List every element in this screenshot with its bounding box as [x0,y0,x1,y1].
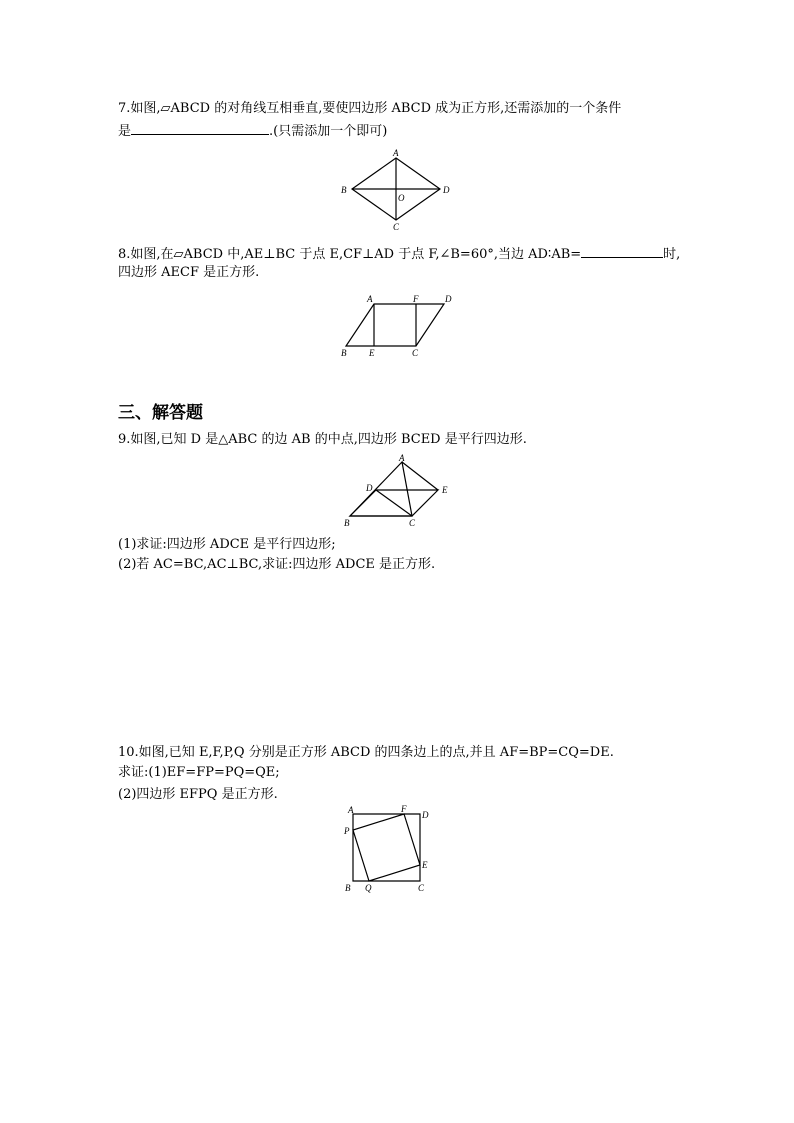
q10-label-f: F [401,804,407,814]
q9-stem: 9.如图,已知 D 是△ABC 的边 AB 的中点,四边形 BCED 是平行四边形. [118,432,527,447]
q9-triangle-abc [350,462,412,516]
q7-line2-prefix: 是 [118,124,132,139]
q9-label-b: B [344,518,350,528]
q9-triangle-figure [338,452,458,532]
q9-segment-dc [376,490,412,516]
q7-label-c: C [393,222,400,232]
q8-line1-suffix: 时, [663,247,681,262]
q9-segment-ae [402,462,438,490]
q7-label-a: A [393,148,399,158]
q9-part2: (2)若 AC=BC,AC⊥BC,求证:四边形 ADCE 是正方形. [118,557,436,572]
q7-answer-blank[interactable] [131,120,269,135]
q8-label-a: A [367,294,373,304]
q8-label-b: B [341,348,347,358]
q9-label-d: D [366,483,373,493]
q10-part2: (2)四边形 EFPQ 是正方形. [118,787,278,802]
q10-label-p: P [344,826,350,836]
q10-label-q: Q [365,883,372,893]
q8-label-e: E [369,348,375,358]
q10-square-abcd [353,814,420,881]
q8-label-f: F [413,294,419,304]
q7-label-o: O [398,193,405,203]
q7-label-b: B [341,185,347,195]
q7-line2-suffix: .(只需添加一个即可) [269,124,388,139]
q9-label-e: E [442,485,448,495]
q8-line1-prefix: 8.如图,在▱ABCD 中,AE⊥BC 于点 E,CF⊥AD 于点 F,∠B=60°,当边 AD∶AB= [118,247,582,262]
q9-label-a: A [399,453,405,463]
q9-label-c: C [409,518,416,528]
q10-stem: 10.如图,已知 E,F,P,Q 分别是正方形 ABCD 的四条边上的点,并且 AF=BP=CQ=DE. [118,745,614,760]
q7-line2 [118,120,387,141]
q10-square-figure [338,804,438,896]
q10-part1: 求证:(1)EF=FP=PQ=QE; [118,765,280,780]
q8-parallelogram [346,304,444,346]
section-title: 三、解答题 [118,403,203,423]
q8-parallelogram-figure [338,292,458,360]
q8-line1 [118,243,680,264]
q8-line2: 四边形 AECF 是正方形. [118,265,260,280]
q8-label-c: C [412,348,419,358]
q7-label-d: D [443,185,450,195]
q10-label-e: E [422,860,428,870]
q8-answer-blank[interactable] [581,243,663,258]
q10-inner-square-efpq [353,814,420,881]
q7-rhombus-figure [338,148,458,232]
q10-label-b: B [345,883,351,893]
q10-label-d: D [422,810,429,820]
q9-part1: (1)求证:四边形 ADCE 是平行四边形; [118,537,336,552]
q7-line1: 7.如图,▱ABCD 的对角线互相垂直,要使四边形 ABCD 成为正方形,还需添加的一个条件 [118,101,622,116]
q8-label-d: D [445,294,452,304]
q10-label-a: A [348,805,354,815]
q10-label-c: C [418,883,425,893]
